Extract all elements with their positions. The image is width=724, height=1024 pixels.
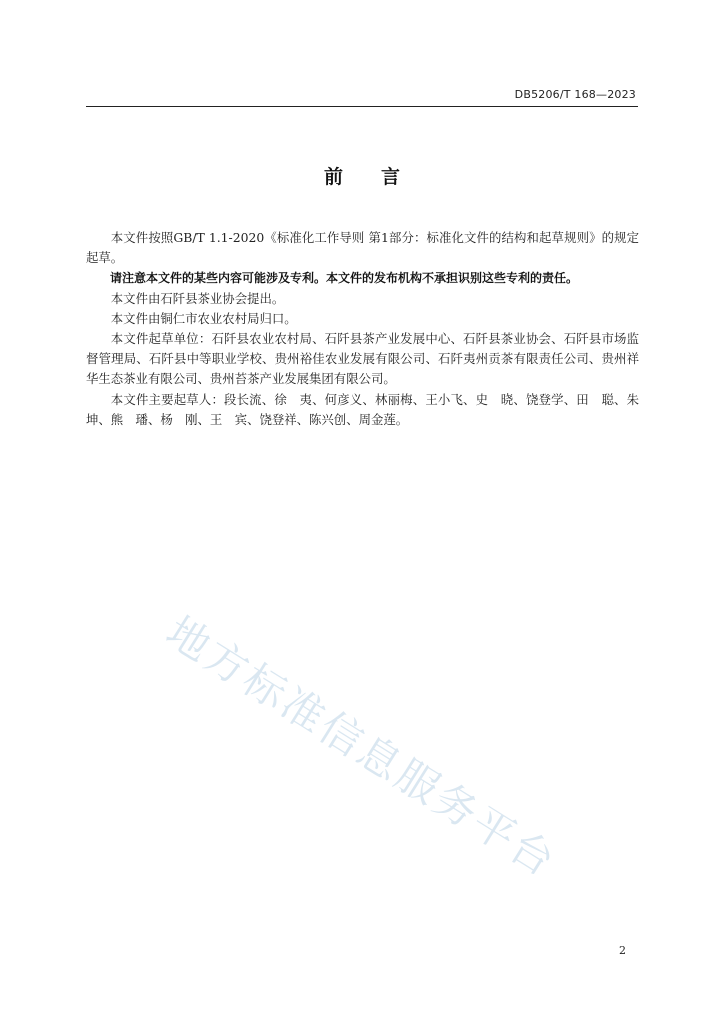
paragraph-drafting-rules: 本文件按照GB/T 1.1-2020《标准化工作导则 第1部分：标准化文件的结构和起草规则》的规定起草。 [86, 230, 639, 266]
page-title: 前言 [323, 166, 438, 188]
paragraph-drafting-units: 本文件起草单位：石阡县农业农村局、石阡县茶产业发展中心、石阡县茶业协会、石阡县市场监督管理局、石阡县中等职业学校、贵州裕佳农业发展有限公司、石阡夷州贡茶有限责任公司、贵州祥华生态茶业有限公司、贵州苔茶产业发展集团有限公司。 [86, 331, 639, 387]
document-code: DB5206/T 168—2023 [514, 88, 636, 101]
paragraph-administrator: 本文件由铜仁市农业农村局归口。 [110, 310, 297, 326]
paragraph-drafters: 本文件主要起草人：段长流、徐 夷、何彦义、林丽梅、王小飞、史 晓、饶登学、田 聪、朱 坤、熊 璠、杨 刚、王 宾、饶登祥、陈兴创、周金莲。 [86, 391, 652, 427]
page-number: 2 [619, 944, 626, 957]
paragraph-proposer: 本文件由石阡县茶业协会提出。 [110, 290, 285, 306]
document-body [86, 228, 652, 430]
watermark: 地方标准信息服务平台 [157, 606, 566, 887]
header-rule [86, 106, 638, 107]
paragraph-patent-notice: 请注意本文件的某些内容可能涉及专利。本文件的发布机构不承担识别这些专利的责任。 [110, 271, 579, 286]
